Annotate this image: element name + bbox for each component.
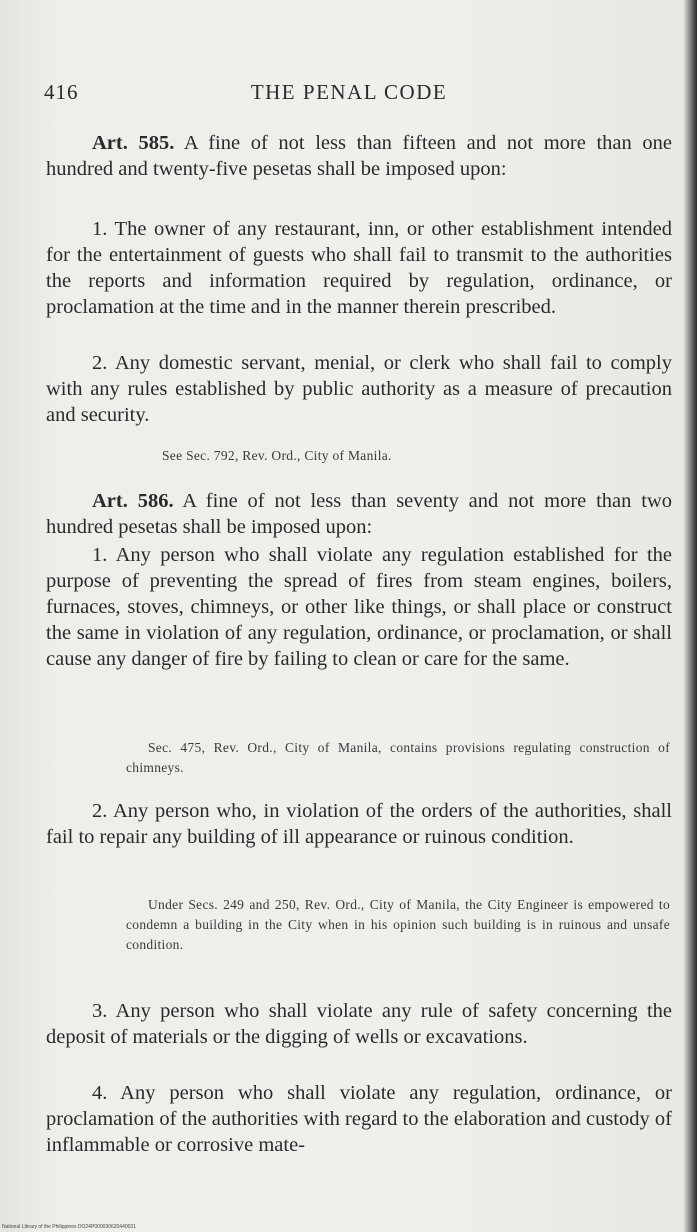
page-edge-shadow xyxy=(683,0,697,1232)
article-intro-text: A fine of not less than fifteen and not more than one hundred and twenty-five pesetas shall be imposed upon: xyxy=(46,132,673,180)
annotation-note: See Sec. 792, Rev. Ord., City of Manila. xyxy=(162,448,392,463)
article-heading: Art. 586. xyxy=(92,490,174,512)
annotation-note: Under Secs. 249 and 250, Rev. Ord., City of Manila, the City Engineer is empowered to condemn a building in the City when in his opinion such building is in ruinous and unsafe condition. xyxy=(126,897,670,952)
art-585-intro-paragraph xyxy=(46,130,672,182)
page-number: 416 xyxy=(44,80,79,104)
art-585-item-2: 2. Any domestic servant, menial, or clerk who shall fail to comply with any rules established by public authority as a measure of precaution and security. xyxy=(46,352,672,426)
article-heading: Art. 585. xyxy=(92,132,175,154)
art-586-item-1: 1. Any person who shall violate any regulation established for the purpose of preventing the spread of fires from steam engines, boilers, furnaces, stoves, chimneys, or other like things, or shall place or construct the same in violation of any regulation, ordinance, or proclamation, or shall cause any danger of fire by failing to clean or care for the same. xyxy=(46,544,672,670)
scan-footer: National Library of the Philippines DO24P000030620440031 xyxy=(2,1224,136,1230)
art-586-item-2: 2. Any person who, in violation of the orders of the authorities, shall fail to repair any building of ill appearance or ruinous condition. xyxy=(46,800,672,848)
article-intro-text: A fine of not less than seventy and not more than two hundred pesetas shall be imposed upon: xyxy=(46,490,672,538)
art-586-item-3: 3. Any person who shall violate any rule of safety concerning the deposit of materials or the digging of wells or excavations. xyxy=(46,1000,672,1048)
running-title: THE PENAL CODE xyxy=(250,80,448,104)
art-586-intro-paragraph xyxy=(46,488,672,540)
page-header xyxy=(44,80,654,110)
art-585-item-1: 1. The owner of any restaurant, inn, or other establishment intended for the entertainment of guests who shall fail to transmit to the authorities the reports and information required by regulation, ordinance, or proclamation at the time and in the manner therein prescribed. xyxy=(46,218,672,318)
art-586-item-4: 4. Any person who shall violate any regulation, ordinance, or proclamation of the authorities with regard to the elaboration and custody of inflammable or corrosive mate- xyxy=(46,1082,672,1156)
annotation-note: Sec. 475, Rev. Ord., City of Manila, contains provisions regulating construction of chimneys. xyxy=(126,740,670,775)
